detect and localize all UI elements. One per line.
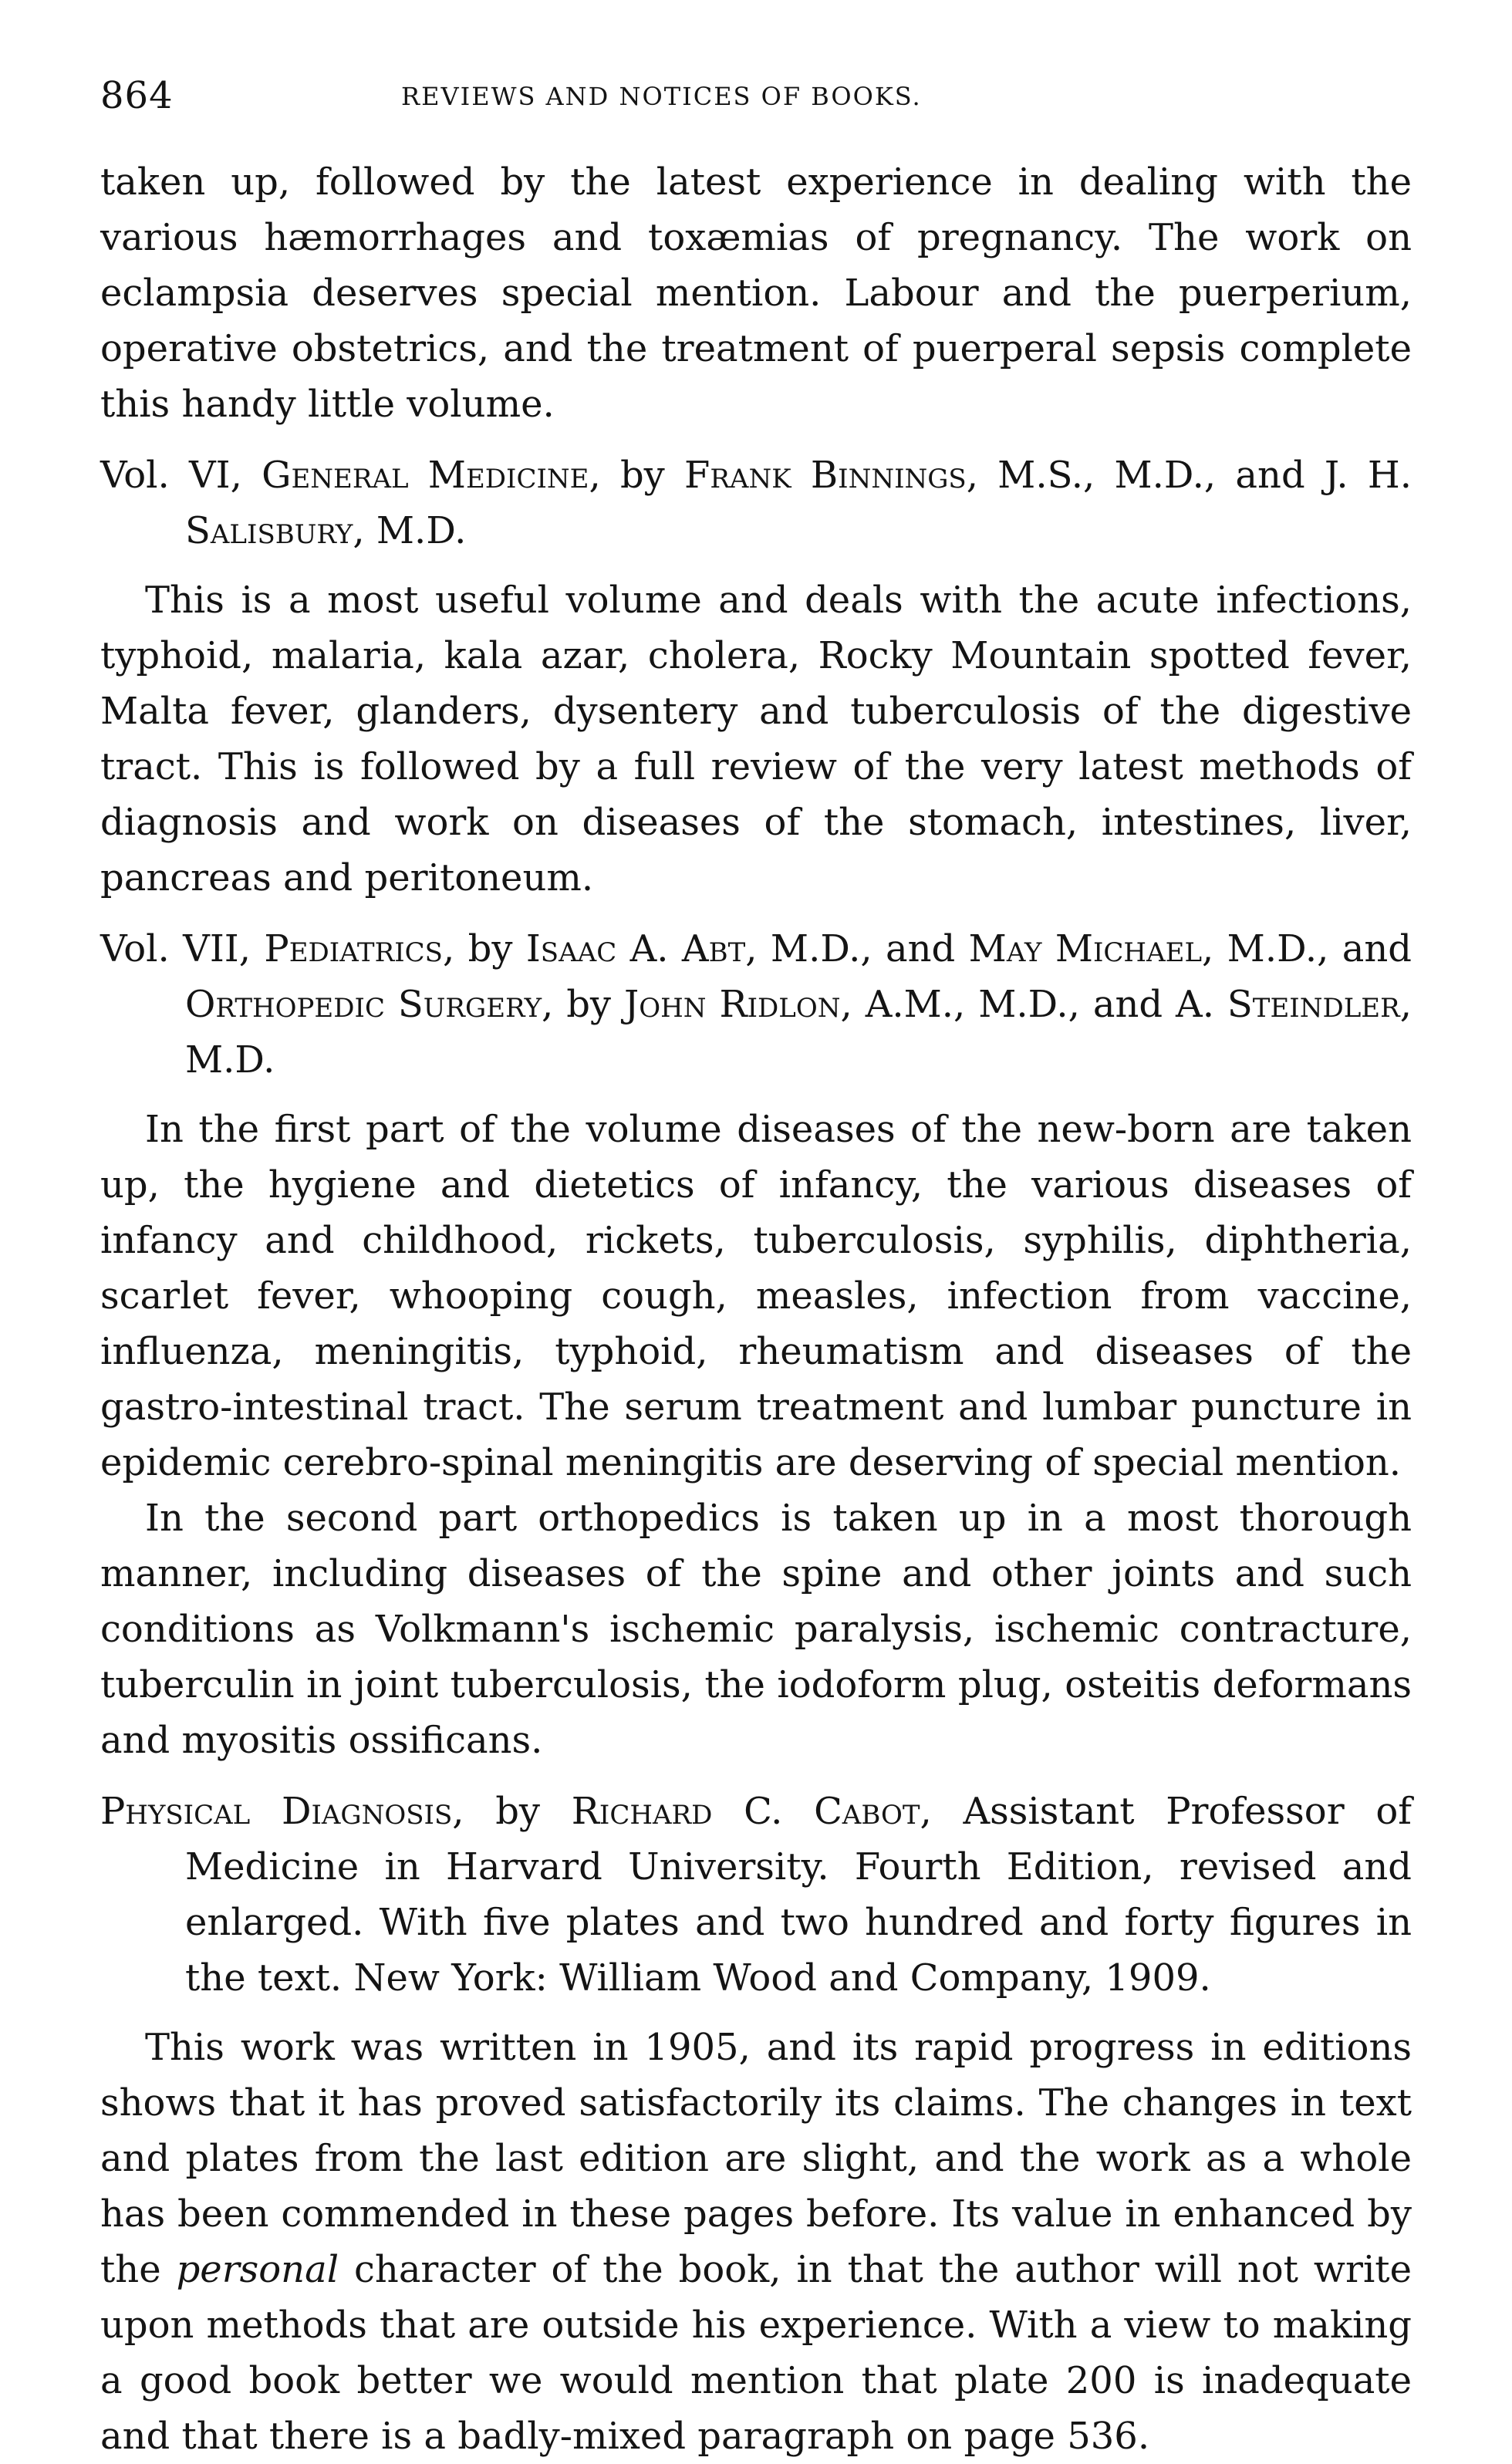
book-title: Pediatrics — [264, 927, 443, 970]
author-name: Frank Binnings — [684, 454, 967, 497]
author-name: John Ridlon — [624, 983, 841, 1026]
entry-text: , by — [442, 927, 513, 970]
book-title: Physical Diagnosis — [100, 1790, 453, 1833]
entry-lead: Vol. VI, — [100, 454, 242, 497]
author-name: Isaac A. Abt — [525, 927, 746, 970]
entry-text: , M.S., M.D., and — [966, 454, 1305, 497]
entry-text: , M.D., and — [1202, 927, 1412, 970]
emphasized-word: personal — [176, 2248, 339, 2291]
entry-text: , Assistant Professor of Medicine in Harvard University. Fourth Edition, revised and enlarged. With five plates and two hundred and forty figures in the text. New York: William Wood and Company, 1909. — [185, 1790, 1412, 2000]
paragraph-orthopedics-review: In the second part orthopedics is taken up in a most thorough manner, including diseases of the spine and other joints and such conditions as Volkmann's ischemic paralysis, ischemic contracture, tuberculin in joint tuberculosis, the iodoform plug, osteitis deformans and myositis ossificans. — [100, 1497, 1412, 1762]
paragraph-physical-diagnosis-review — [100, 2020, 1412, 2464]
paragraph-pediatrics-review: In the first part of the volume diseases of the new-born are taken up, the hygiene and dietetics of infancy, the various diseases of infancy and childhood, rickets, tuberculosis, syphilis, diphtheria, scarlet fever, whooping cough, measles, infection from vaccine, influenza, meningitis, typhoid, rheumatism and diseases of the gastro-intestinal tract. The serum treatment and lumbar puncture in epidemic cerebro-spinal meningitis are deserving of special mention. — [100, 1108, 1412, 1484]
author-name: J. H. Salisbury — [185, 454, 1412, 552]
running-head — [100, 74, 1412, 136]
entry-vol-vi-general-medicine — [100, 447, 1412, 559]
book-title: General Medicine — [262, 454, 589, 497]
running-title: REVIEWS AND NOTICES OF BOOKS. — [401, 82, 922, 111]
paragraph-obstetrics-continued: taken up, followed by the latest experience in dealing with the various hæmorrhages and toxæmias of pregnancy. The work on eclampsia deserves special mention. Labour and the puerperium, operative obstetrics, and the treatment of puerperal sepsis complete this handy little volume. — [100, 160, 1412, 426]
entry-text: , M.D. — [353, 509, 467, 552]
author-name: May Michael — [968, 927, 1203, 970]
entry-text: , by — [452, 1790, 541, 1833]
entry-text: , M.D. — [185, 983, 1412, 1082]
entry-physical-diagnosis — [100, 1784, 1412, 2006]
paragraph-general-medicine-review: This is a most useful volume and deals with the acute infections, typhoid, malaria, kala azar, cholera, Rocky Mountain spotted fever, Malta fever, glanders, dysentery and tuberculosis of the digestive tract. This is followed by a full review of the very latest methods of diagnosis and work on diseases of the stomach, intestines, liver, pancreas and peritoneum. — [100, 579, 1412, 900]
entry-lead: Vol. VII, — [100, 927, 251, 970]
page — [100, 74, 1412, 2464]
entry-text: , by — [589, 454, 665, 497]
author-name: A. Steindler — [1176, 983, 1400, 1026]
author-name: Richard C. Cabot — [571, 1790, 920, 1833]
paragraph-text: character of the book, in that the author will not write upon methods that are outside his experience. With a view to making a good book better we would mention that plate 200 is inadequate and that there is a badly-mixed paragraph on page 536. — [100, 2248, 1412, 2458]
book-title: Orthopedic Surgery — [185, 983, 542, 1026]
paragraph-text: This work was written in 1905, and its rapid progress in editions shows that it has proved satisfactorily its claims. The changes in text and plates from the last edition are slight, and the work as a whole has been commended in these pages before. Its value in enhanced by the — [100, 2026, 1412, 2291]
entry-vol-vii-pediatrics-orthopedics — [100, 921, 1412, 1088]
entry-text: , A.M., M.D., and — [840, 983, 1163, 1026]
entry-text: , by — [542, 983, 612, 1026]
entry-text: , M.D., and — [745, 927, 956, 970]
page-number: 864 — [100, 74, 174, 117]
